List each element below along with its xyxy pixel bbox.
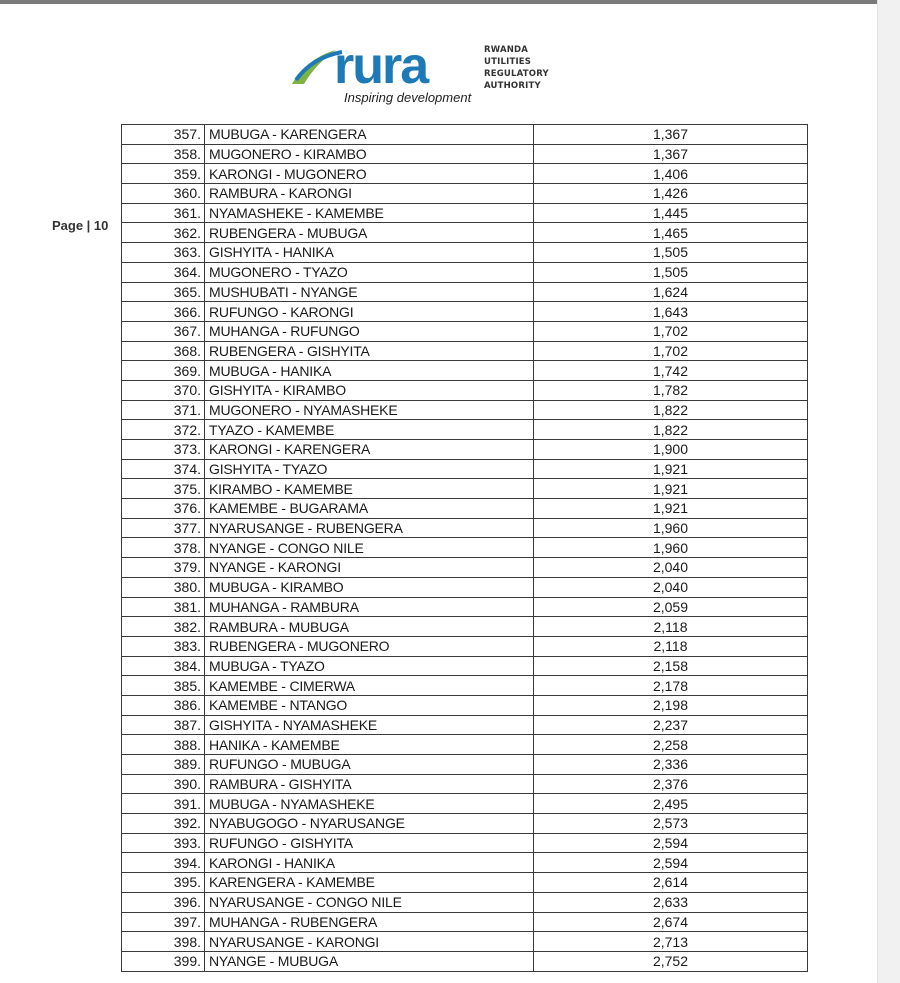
table-row: [122, 617, 808, 637]
route-name: MUHANGA - RUBENGERA: [205, 912, 534, 932]
route-name: NYABUGOGO - NYARUSANGE: [205, 814, 534, 834]
table-row: [122, 223, 808, 243]
row-number: 391.: [122, 794, 205, 814]
fare-value: 1,406: [534, 164, 808, 184]
row-number: 369.: [122, 361, 205, 381]
table-row: [122, 380, 808, 400]
table-row: [122, 302, 808, 322]
row-number: 365.: [122, 282, 205, 302]
fare-value: 1,445: [534, 203, 808, 223]
fare-value: 1,367: [534, 125, 808, 145]
row-number: 390.: [122, 774, 205, 794]
table-row: [122, 853, 808, 873]
row-number: 392.: [122, 814, 205, 834]
row-number: 379.: [122, 558, 205, 578]
table-row: [122, 420, 808, 440]
route-name: MUBUGA - NYAMASHEKE: [205, 794, 534, 814]
route-name: MUGONERO - KIRAMBO: [205, 144, 534, 164]
org-line: UTILITIES: [484, 57, 532, 67]
table-row: [122, 125, 808, 145]
row-number: 394.: [122, 853, 205, 873]
row-number: 361.: [122, 203, 205, 223]
logo-wordmark: rura: [334, 37, 428, 95]
fare-value: 1,505: [534, 243, 808, 263]
row-number: 370.: [122, 380, 205, 400]
route-name: KAMEMBE - NTANGO: [205, 695, 534, 715]
fare-table: [121, 124, 808, 972]
fare-value: 1,465: [534, 223, 808, 243]
fare-value: 1,921: [534, 499, 808, 519]
route-name: KARONGI - HANIKA: [205, 853, 534, 873]
table-row: [122, 459, 808, 479]
route-name: RAMBURA - GISHYITA: [205, 774, 534, 794]
row-number: 389.: [122, 755, 205, 775]
row-number: 371.: [122, 400, 205, 420]
table-row: [122, 440, 808, 460]
table-row: [122, 577, 808, 597]
route-name: MUBUGA - KIRAMBO: [205, 577, 534, 597]
fare-value: 1,624: [534, 282, 808, 302]
row-number: 395.: [122, 873, 205, 893]
route-name: RUBENGERA - GISHYITA: [205, 341, 534, 361]
row-number: 382.: [122, 617, 205, 637]
table-row: [122, 538, 808, 558]
route-name: NYAMASHEKE - KAMEMBE: [205, 203, 534, 223]
table-row: [122, 518, 808, 538]
fare-value: 1,960: [534, 538, 808, 558]
fare-value: 2,237: [534, 715, 808, 735]
table-row: [122, 912, 808, 932]
row-number: 367.: [122, 321, 205, 341]
route-name: NYANGE - MUBUGA: [205, 951, 534, 971]
route-name: KAMEMBE - BUGARAMA: [205, 499, 534, 519]
table-row: [122, 932, 808, 952]
fare-value: 1,921: [534, 459, 808, 479]
fare-value: 1,367: [534, 144, 808, 164]
table-row: [122, 833, 808, 853]
table-row: [122, 873, 808, 893]
route-name: MUHANGA - RAMBURA: [205, 597, 534, 617]
table-row: [122, 321, 808, 341]
route-name: MUBUGA - KARENGERA: [205, 125, 534, 145]
org-line: REGULATORY: [484, 69, 549, 79]
row-number: 383.: [122, 636, 205, 656]
route-name: HANIKA - KAMEMBE: [205, 735, 534, 755]
fare-value: 1,702: [534, 321, 808, 341]
row-number: 398.: [122, 932, 205, 952]
route-name: RUFUNGO - MUBUGA: [205, 755, 534, 775]
row-number: 376.: [122, 499, 205, 519]
table-row: [122, 262, 808, 282]
table-row: [122, 499, 808, 519]
row-number: 387.: [122, 715, 205, 735]
fare-value: 1,960: [534, 518, 808, 538]
fare-value: 2,040: [534, 558, 808, 578]
row-number: 373.: [122, 440, 205, 460]
table-row: [122, 794, 808, 814]
route-name: RUBENGERA - MUGONERO: [205, 636, 534, 656]
row-number: 363.: [122, 243, 205, 263]
fare-value: 2,573: [534, 814, 808, 834]
route-name: KARENGERA - KAMEMBE: [205, 873, 534, 893]
fare-value: 2,118: [534, 636, 808, 656]
table-row: [122, 636, 808, 656]
table-row: [122, 951, 808, 971]
table-row: [122, 755, 808, 775]
fare-value: 2,118: [534, 617, 808, 637]
row-number: 366.: [122, 302, 205, 322]
table-row: [122, 164, 808, 184]
route-name: MUHANGA - RUFUNGO: [205, 321, 534, 341]
table-row: [122, 203, 808, 223]
fare-value: 1,505: [534, 262, 808, 282]
viewer-scroll-edge[interactable]: [877, 0, 900, 983]
route-name: NYANGE - CONGO NILE: [205, 538, 534, 558]
route-name: KIRAMBO - KAMEMBE: [205, 479, 534, 499]
route-name: MUGONERO - NYAMASHEKE: [205, 400, 534, 420]
table-row: [122, 400, 808, 420]
table-row: [122, 282, 808, 302]
fare-value: 2,059: [534, 597, 808, 617]
row-number: 399.: [122, 951, 205, 971]
row-number: 384.: [122, 656, 205, 676]
table-row: [122, 341, 808, 361]
row-number: 357.: [122, 125, 205, 145]
table-row: [122, 144, 808, 164]
fare-value: 2,258: [534, 735, 808, 755]
fare-value: 1,426: [534, 184, 808, 204]
page-number: Page | 10: [52, 218, 109, 233]
route-name: GISHYITA - NYAMASHEKE: [205, 715, 534, 735]
row-number: 396.: [122, 892, 205, 912]
org-line: AUTHORITY: [484, 81, 541, 91]
fare-value: 1,742: [534, 361, 808, 381]
row-number: 388.: [122, 735, 205, 755]
row-number: 393.: [122, 833, 205, 853]
row-number: 358.: [122, 144, 205, 164]
fare-value: 2,198: [534, 695, 808, 715]
table-row: [122, 735, 808, 755]
rura-logo: [290, 37, 550, 110]
row-number: 368.: [122, 341, 205, 361]
table-row: [122, 715, 808, 735]
table-row: [122, 184, 808, 204]
route-name: GISHYITA - HANIKA: [205, 243, 534, 263]
fare-value: 2,158: [534, 656, 808, 676]
row-number: 381.: [122, 597, 205, 617]
table-row: [122, 656, 808, 676]
route-name: RAMBURA - KARONGI: [205, 184, 534, 204]
fare-value: 2,713: [534, 932, 808, 952]
route-name: MUSHUBATI - NYANGE: [205, 282, 534, 302]
row-number: 386.: [122, 695, 205, 715]
fare-value: 2,594: [534, 853, 808, 873]
row-number: 364.: [122, 262, 205, 282]
route-name: MUBUGA - HANIKA: [205, 361, 534, 381]
route-name: RUFUNGO - KARONGI: [205, 302, 534, 322]
fare-value: 2,178: [534, 676, 808, 696]
table-row: [122, 676, 808, 696]
table-row: [122, 814, 808, 834]
top-rule: [0, 0, 900, 4]
row-number: 380.: [122, 577, 205, 597]
fare-value: 2,633: [534, 892, 808, 912]
row-number: 360.: [122, 184, 205, 204]
fare-value: 2,495: [534, 794, 808, 814]
fare-value: 2,674: [534, 912, 808, 932]
row-number: 359.: [122, 164, 205, 184]
row-number: 374.: [122, 459, 205, 479]
table-row: [122, 558, 808, 578]
fare-value: 1,643: [534, 302, 808, 322]
fare-table-body: [122, 125, 808, 972]
route-name: NYARUSANGE - RUBENGERA: [205, 518, 534, 538]
route-name: GISHYITA - KIRAMBO: [205, 380, 534, 400]
org-line: RWANDA: [484, 45, 529, 55]
route-name: NYARUSANGE - KARONGI: [205, 932, 534, 952]
route-name: KAMEMBE - CIMERWA: [205, 676, 534, 696]
route-name: MUBUGA - TYAZO: [205, 656, 534, 676]
table-row: [122, 479, 808, 499]
row-number: 362.: [122, 223, 205, 243]
fare-value: 2,336: [534, 755, 808, 775]
route-name: NYARUSANGE - CONGO NILE: [205, 892, 534, 912]
fare-value: 1,782: [534, 380, 808, 400]
fare-value: 2,614: [534, 873, 808, 893]
route-name: RUFUNGO - GISHYITA: [205, 833, 534, 853]
row-number: 377.: [122, 518, 205, 538]
logo-org-name: [484, 44, 549, 92]
table-row: [122, 361, 808, 381]
row-number: 375.: [122, 479, 205, 499]
route-name: GISHYITA - TYAZO: [205, 459, 534, 479]
logo-tagline: Inspiring development: [344, 90, 472, 105]
route-name: KARONGI - KARENGERA: [205, 440, 534, 460]
table-row: [122, 597, 808, 617]
row-number: 378.: [122, 538, 205, 558]
table-row: [122, 774, 808, 794]
row-number: 372.: [122, 420, 205, 440]
route-name: TYAZO - KAMEMBE: [205, 420, 534, 440]
table-row: [122, 243, 808, 263]
fare-value: 2,594: [534, 833, 808, 853]
table-row: [122, 695, 808, 715]
route-name: NYANGE - KARONGI: [205, 558, 534, 578]
fare-value: 1,921: [534, 479, 808, 499]
row-number: 385.: [122, 676, 205, 696]
route-name: MUGONERO - TYAZO: [205, 262, 534, 282]
route-name: KARONGI - MUGONERO: [205, 164, 534, 184]
route-name: RAMBURA - MUBUGA: [205, 617, 534, 637]
fare-value: 1,702: [534, 341, 808, 361]
fare-value: 2,376: [534, 774, 808, 794]
row-number: 397.: [122, 912, 205, 932]
route-name: RUBENGERA - MUBUGA: [205, 223, 534, 243]
fare-value: 1,822: [534, 420, 808, 440]
fare-value: 2,752: [534, 951, 808, 971]
table-row: [122, 892, 808, 912]
fare-value: 1,822: [534, 400, 808, 420]
fare-value: 2,040: [534, 577, 808, 597]
fare-value: 1,900: [534, 440, 808, 460]
